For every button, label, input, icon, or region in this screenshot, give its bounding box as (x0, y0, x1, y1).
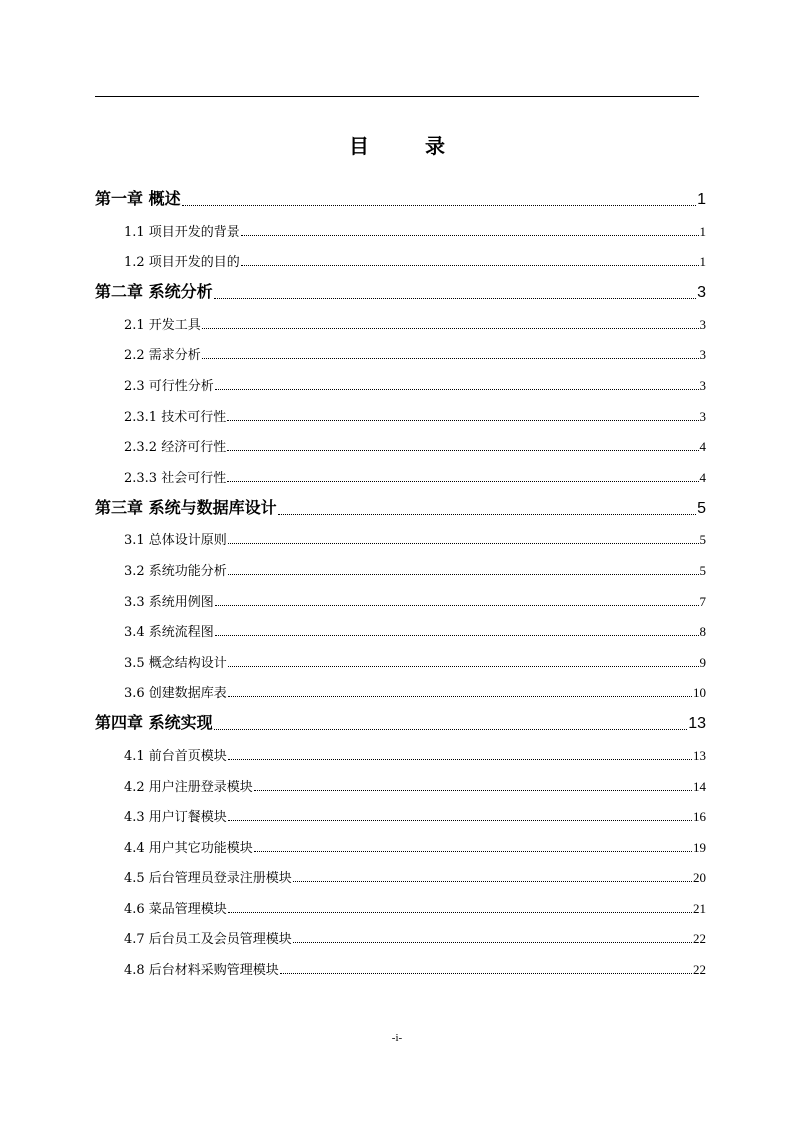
toc-entry-page: 5 (699, 532, 706, 548)
dot-leader (182, 205, 697, 206)
toc-entry-label: 第三章 系统与数据库设计 (95, 497, 277, 517)
dot-leader (228, 696, 692, 697)
dot-leader (227, 481, 698, 482)
toc-entry-page: 20 (693, 870, 706, 886)
toc-entry-page: 3 (699, 408, 706, 424)
dot-leader (278, 514, 697, 515)
toc-section-entry[interactable] (95, 733, 706, 764)
toc-entry-label: 第二章 系统分析 (95, 282, 213, 302)
toc-entry-page: 1 (699, 223, 706, 239)
toc-entry-label: 4.6 菜品管理模块 (124, 901, 227, 917)
toc-section-entry[interactable] (95, 518, 706, 549)
toc-section-entry[interactable] (95, 795, 706, 826)
toc-entry-page: 13 (693, 747, 706, 763)
toc-section-entry[interactable] (95, 363, 706, 394)
toc-entry-label: 4.4 用户其它功能模块 (124, 840, 253, 856)
toc-entry-page: 1 (697, 191, 706, 208)
toc-entry-page: 5 (697, 499, 706, 517)
toc-entry-label: 2.3.2 经济可行性 (124, 440, 227, 456)
toc-entry-label: 2.1 开发工具 (124, 317, 201, 333)
toc-entry-label: 4.7 后台员工及会员管理模块 (124, 932, 292, 948)
toc-entry-label: 3.1 总体设计原则 (124, 533, 227, 549)
dot-leader (215, 389, 699, 390)
toc-section-entry[interactable] (95, 209, 706, 240)
dot-leader (254, 790, 692, 791)
toc-entry-label: 2.3.3 社会可行性 (124, 470, 227, 486)
page-title: 目 录 (349, 134, 463, 158)
toc-section-entry[interactable] (95, 764, 706, 795)
toc-entry-page: 5 (699, 562, 706, 578)
toc-entry-label: 4.5 后台管理员登录注册模块 (124, 871, 292, 887)
toc-section-entry[interactable] (95, 240, 706, 271)
toc-entry-page: 14 (693, 778, 706, 794)
dot-leader (293, 881, 692, 882)
toc-entry-label: 3.6 创建数据库表 (124, 686, 227, 702)
toc-entry-label: 2.2 需求分析 (124, 348, 201, 364)
toc-section-entry[interactable] (95, 579, 706, 610)
toc-entry-page: 16 (693, 809, 706, 825)
dot-leader (228, 543, 699, 544)
dot-leader (214, 729, 688, 730)
toc-section-entry[interactable] (95, 394, 706, 425)
toc-section-entry[interactable] (95, 917, 706, 948)
toc-section-entry[interactable] (95, 548, 706, 579)
toc-entry-page: 22 (693, 931, 706, 947)
toc-entry-label: 3.3 系统用例图 (124, 594, 214, 610)
toc-entry-label: 3.2 系统功能分析 (124, 563, 227, 579)
toc-section-entry[interactable] (95, 947, 706, 978)
toc-entry-label: 3.5 概念结构设计 (124, 655, 227, 671)
dot-leader (228, 574, 699, 575)
toc-section-entry[interactable] (95, 671, 706, 702)
toc-section-entry[interactable] (95, 856, 706, 887)
toc-entry-label: 3.4 系统流程图 (124, 625, 214, 641)
header-rule (95, 96, 699, 97)
toc-section-entry[interactable] (95, 302, 706, 333)
dot-leader (293, 942, 692, 943)
toc-entry-page: 3 (699, 316, 706, 332)
toc-chapter-entry[interactable] (95, 177, 706, 209)
toc-entry-label: 第四章 系统实现 (95, 713, 213, 733)
toc-chapter-entry[interactable] (95, 486, 706, 518)
toc-entry-page: 19 (693, 839, 706, 855)
toc-entry-page: 9 (699, 654, 706, 670)
toc-entry-page: 22 (693, 962, 706, 978)
toc-section-entry[interactable] (95, 425, 706, 456)
dot-leader (215, 605, 699, 606)
toc-entry-label: 2.3.1 技术可行性 (124, 409, 227, 425)
dot-leader (202, 358, 699, 359)
toc-chapter-entry[interactable] (95, 270, 706, 302)
toc-section-entry[interactable] (95, 825, 706, 856)
toc-entry-label: 4.2 用户注册登录模块 (124, 779, 253, 795)
toc-entry-label: 1.2 项目开发的目的 (124, 255, 240, 271)
dot-leader (227, 450, 698, 451)
dot-leader (254, 851, 692, 852)
toc-entry-label: 1.1 项目开发的背景 (124, 224, 240, 240)
toc-entry-page: 3 (699, 377, 706, 393)
toc-entry-label: 4.3 用户订餐模块 (124, 810, 227, 826)
dot-leader (241, 235, 699, 236)
toc-section-entry[interactable] (95, 610, 706, 641)
dot-leader (202, 328, 699, 329)
toc-entry-page: 1 (699, 254, 706, 270)
toc-entry-label: 4.8 后台材料采购管理模块 (124, 963, 279, 979)
dot-leader (228, 820, 692, 821)
toc-entry-page: 8 (699, 624, 706, 640)
toc-chapter-entry[interactable] (95, 701, 706, 733)
dot-leader (228, 912, 692, 913)
toc-entry-page: 3 (697, 284, 706, 302)
toc-entry-label: 2.3 可行性分析 (124, 378, 214, 394)
toc-section-entry[interactable] (95, 640, 706, 671)
toc-entry-page: 3 (699, 347, 706, 363)
toc-entry-label: 第一章 概述 (95, 189, 181, 208)
toc-entry-label: 4.1 前台首页模块 (124, 748, 227, 764)
toc-section-entry[interactable] (95, 455, 706, 486)
dot-leader (227, 420, 698, 421)
page-number: -i- (391, 1032, 403, 1044)
toc-entry-page: 7 (699, 593, 706, 609)
dot-leader (241, 265, 699, 266)
dot-leader (280, 973, 692, 974)
dot-leader (228, 666, 699, 667)
toc-section-entry[interactable] (95, 333, 706, 364)
toc-entry-page: 4 (699, 469, 706, 485)
dot-leader (228, 759, 692, 760)
dot-leader (215, 635, 699, 636)
toc-entry-page: 4 (699, 439, 706, 455)
dot-leader (214, 298, 697, 299)
toc-section-entry[interactable] (95, 886, 706, 917)
toc-entry-page: 21 (693, 900, 706, 916)
toc-entry-page: 10 (693, 685, 706, 701)
table-of-contents (95, 177, 706, 978)
toc-entry-page: 13 (688, 715, 706, 733)
